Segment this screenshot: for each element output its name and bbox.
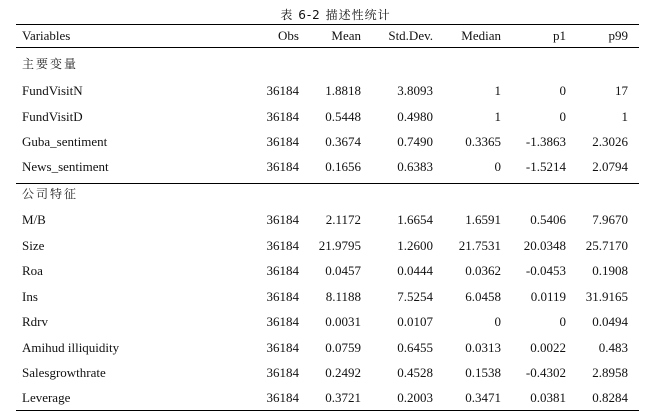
cell-p99: 0.483 <box>598 340 628 355</box>
cell-p1: 0.0381 <box>530 390 566 405</box>
cell-std-dev: 0.4528 <box>397 365 433 380</box>
cell-mean: 0.3674 <box>325 134 361 149</box>
cell-p1: -1.5214 <box>525 159 566 174</box>
cell-obs: 36184 <box>266 289 299 304</box>
cell-p99: 25.7170 <box>585 238 628 253</box>
header-p1: p1 <box>553 28 566 43</box>
row-label: Rdrv <box>22 314 48 329</box>
cell-p1: -0.0453 <box>525 263 566 278</box>
cell-obs: 36184 <box>266 314 299 329</box>
row-label: M/B <box>22 212 46 227</box>
cell-median: 0.0362 <box>465 263 501 278</box>
cell-median: 0.1538 <box>465 365 501 380</box>
cell-p99: 2.0794 <box>592 159 628 174</box>
row-label: Roa <box>22 263 43 278</box>
cell-std-dev: 0.4980 <box>397 109 433 124</box>
cell-p1: 0.5406 <box>530 212 566 227</box>
cell-mean: 0.2492 <box>325 365 361 380</box>
cell-std-dev: 0.2003 <box>397 390 433 405</box>
table-row <box>16 258 639 283</box>
cell-mean: 8.1188 <box>325 289 361 304</box>
header-rule <box>16 47 639 48</box>
row-label: Salesgrowthrate <box>22 365 106 380</box>
cell-p99: 0.0494 <box>592 314 628 329</box>
cell-median: 0 <box>494 314 501 329</box>
cell-median: 0 <box>494 159 501 174</box>
cell-obs: 36184 <box>266 263 299 278</box>
cell-median: 1 <box>494 109 501 124</box>
cell-mean: 0.0457 <box>325 263 361 278</box>
cell-p1: 0.0022 <box>530 340 566 355</box>
header-row <box>16 23 639 48</box>
cell-median: 0.3471 <box>465 390 501 405</box>
section-title-main-variables: 主要变量 <box>22 57 79 71</box>
cell-mean: 0.0031 <box>325 314 361 329</box>
table-row <box>16 207 639 232</box>
cell-p1: -1.3863 <box>525 134 566 149</box>
table-row <box>16 360 639 385</box>
cell-p99: 0.1908 <box>592 263 628 278</box>
cell-median: 6.0458 <box>465 289 501 304</box>
cell-std-dev: 0.0444 <box>397 263 433 278</box>
cell-median: 21.7531 <box>458 238 501 253</box>
header-variables: Variables <box>22 28 71 43</box>
cell-std-dev: 3.8093 <box>397 83 433 98</box>
row-label: FundVisitN <box>22 83 83 98</box>
cell-p1: 0 <box>559 109 566 124</box>
table-row <box>16 154 639 179</box>
cell-p99: 2.3026 <box>592 134 628 149</box>
header-std-dev: Std.Dev. <box>388 28 433 43</box>
cell-median: 1.6591 <box>465 212 501 227</box>
row-label: Leverage <box>22 390 71 405</box>
table-row <box>16 78 639 103</box>
table-row <box>16 233 639 258</box>
header-median: Median <box>461 28 501 43</box>
cell-mean: 0.1656 <box>325 159 361 174</box>
cell-obs: 36184 <box>266 390 299 405</box>
cell-p1: -0.4302 <box>525 365 566 380</box>
cell-std-dev: 0.7490 <box>397 134 433 149</box>
section-rule <box>16 183 639 184</box>
row-label: Ins <box>22 289 38 304</box>
cell-obs: 36184 <box>266 83 299 98</box>
cell-p1: 0 <box>559 83 566 98</box>
cell-obs: 36184 <box>266 238 299 253</box>
cell-p1: 20.0348 <box>523 238 566 253</box>
cell-p1: 0 <box>559 314 566 329</box>
row-label: Size <box>22 238 45 253</box>
header-mean: Mean <box>331 28 361 43</box>
cell-obs: 36184 <box>266 212 299 227</box>
table-row <box>16 104 639 129</box>
cell-mean: 1.8818 <box>325 83 361 98</box>
cell-median: 0.3365 <box>465 134 501 149</box>
cell-obs: 36184 <box>266 109 299 124</box>
cell-mean: 0.5448 <box>325 109 361 124</box>
cell-std-dev: 0.6383 <box>397 159 433 174</box>
cell-std-dev: 0.0107 <box>397 314 433 329</box>
cell-std-dev: 7.5254 <box>397 289 433 304</box>
cell-obs: 36184 <box>266 365 299 380</box>
table-row <box>16 335 639 360</box>
cell-p99: 2.8958 <box>592 365 628 380</box>
cell-mean: 2.1172 <box>325 212 361 227</box>
table-row <box>16 309 639 334</box>
cell-p99: 1 <box>621 109 628 124</box>
table-row <box>16 129 639 154</box>
cell-mean: 0.0759 <box>325 340 361 355</box>
cell-p99: 7.9670 <box>592 212 628 227</box>
bottom-rule <box>16 410 639 411</box>
row-label: Amihud illiquidity <box>22 340 120 355</box>
section-title-firm-characteristics: 公司特征 <box>22 187 79 201</box>
cell-median: 1 <box>494 83 501 98</box>
header-obs: Obs <box>278 28 299 43</box>
cell-mean: 0.3721 <box>325 390 361 405</box>
cell-p99: 31.9165 <box>585 289 628 304</box>
cell-obs: 36184 <box>266 340 299 355</box>
table-row <box>16 284 639 309</box>
cell-mean: 21.9795 <box>318 238 361 253</box>
cell-obs: 36184 <box>266 134 299 149</box>
row-label: FundVisitD <box>22 109 83 124</box>
cell-std-dev: 0.6455 <box>397 340 433 355</box>
table-row <box>16 385 639 410</box>
cell-p99: 17 <box>615 83 628 98</box>
table-caption: 表 6-2 描述性统计 <box>280 8 391 22</box>
cell-p1: 0.0119 <box>530 289 566 304</box>
cell-std-dev: 1.2600 <box>397 238 433 253</box>
row-label: News_sentiment <box>22 159 109 174</box>
cell-median: 0.0313 <box>465 340 501 355</box>
cell-obs: 36184 <box>266 159 299 174</box>
cell-std-dev: 1.6654 <box>397 212 433 227</box>
row-label: Guba_sentiment <box>22 134 108 149</box>
header-p99: p99 <box>608 28 628 43</box>
cell-p99: 0.8284 <box>592 390 628 405</box>
